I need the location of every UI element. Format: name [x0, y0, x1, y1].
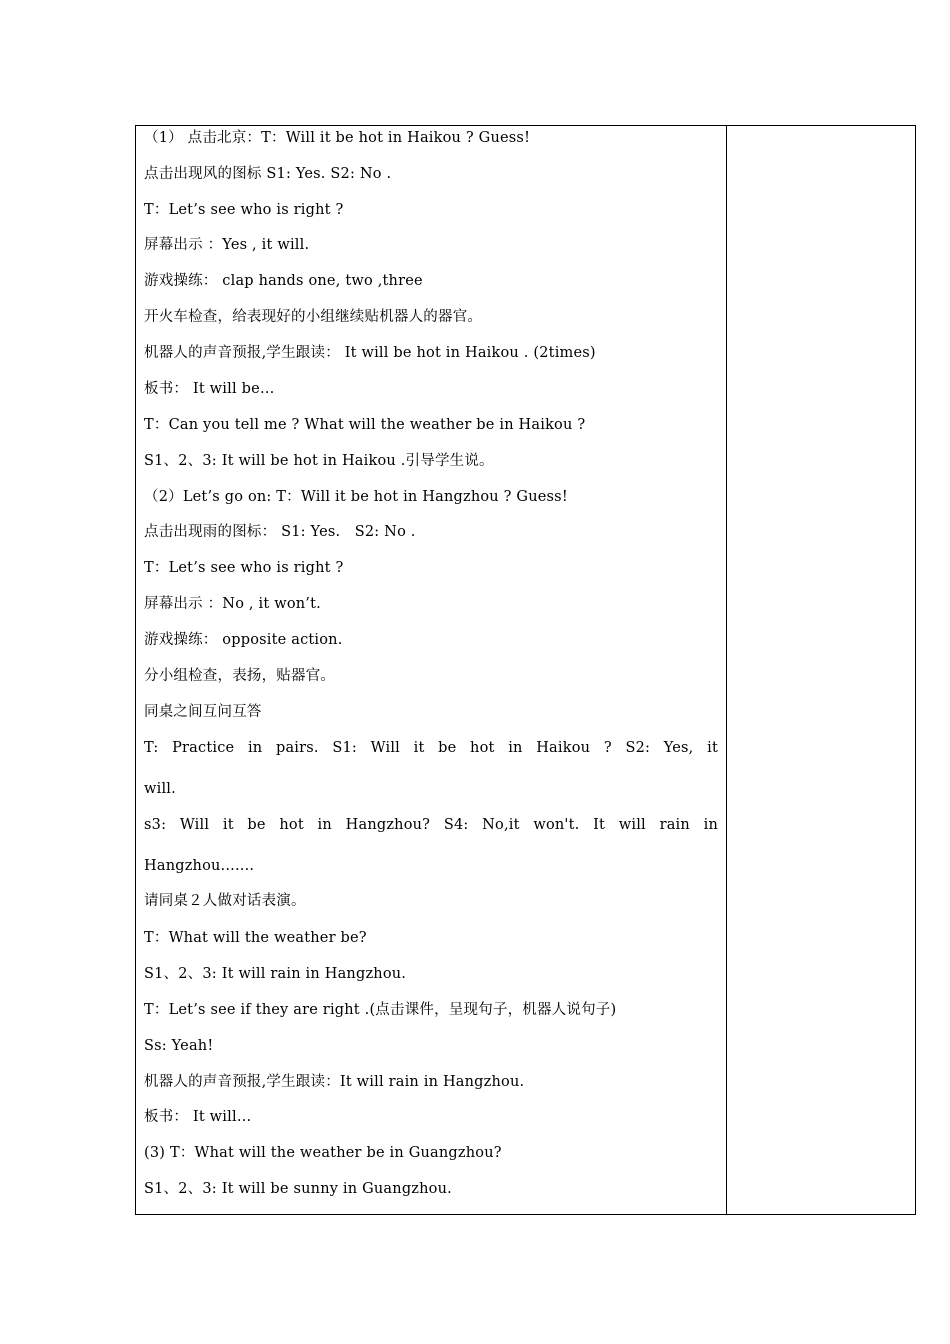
text-line: S1、2、3: It will rain in Hangzhou.	[144, 966, 407, 982]
text-line: （1） 点击北京：T：Will it be hot in Haikou ? Guess!	[144, 130, 531, 146]
text-line: S1、2、3: It will be hot in Haikou .引导学生说。	[144, 453, 494, 469]
text-line: 请同桌２人做对话表演。	[144, 893, 306, 909]
notes-column-cell	[727, 126, 915, 1214]
text-line: 游戏操练： clap hands one, two ,three	[144, 273, 423, 289]
text-line: T：Let’s see who is right ?	[144, 202, 344, 218]
text-line: 点击出现风的图标 S1: Yes. S2: No .	[144, 166, 392, 182]
text-line: 点击出现雨的图标： S1: Yes. S2: No .	[144, 524, 416, 540]
text-line: 屏幕出示 ：No , it won’t.	[144, 596, 321, 612]
text-line: T: Practice in pairs. S1: Will it be hot in Haikou ? S2: Yes, it	[144, 740, 718, 756]
text-line: 机器人的声音预报,学生跟读： It will be hot in Haikou . (2times)	[144, 345, 596, 361]
text-line: S1、2、3: It will be sunny in Guangzhou.	[144, 1181, 452, 1197]
text-line: s3: Will it be hot in Hangzhou? S4: No,it won't. It will rain in	[144, 817, 718, 833]
text-line: 开火车检查，给表现好的小组继续贴机器人的器官。	[144, 309, 483, 325]
text-line: (3) T：What will the weather be in Guangzhou?	[144, 1145, 502, 1161]
text-line: Hangzhou.......	[144, 858, 255, 874]
text-line: T：Can you tell me ? What will the weather be in Haikou ?	[144, 417, 586, 433]
text-line: 同桌之间互问互答	[144, 704, 262, 720]
text-line: T：Let’s see if they are right .(点击课件，呈现句子，机器人说句子)	[144, 1002, 617, 1018]
text-line: （2）Let’s go on: T：Will it be hot in Hangzhou ? Guess!	[144, 489, 568, 505]
text-line: T：What will the weather be?	[144, 930, 367, 946]
text-line: 机器人的声音预报,学生跟读：It will rain in Hangzhou.	[144, 1074, 525, 1090]
text-line: T：Let’s see who is right ?	[144, 560, 344, 576]
text-line: will.	[144, 781, 176, 797]
text-line: 板书： It will be…	[144, 381, 275, 397]
text-line: 分小组检查，表扬，贴器官。	[144, 668, 336, 684]
text-line: 板书： It will…	[144, 1109, 252, 1125]
text-line: Ss: Yeah!	[144, 1038, 214, 1054]
text-line: 屏幕出示 ：Yes , it will.	[144, 237, 310, 253]
text-line: 游戏操练： opposite action.	[144, 632, 343, 648]
